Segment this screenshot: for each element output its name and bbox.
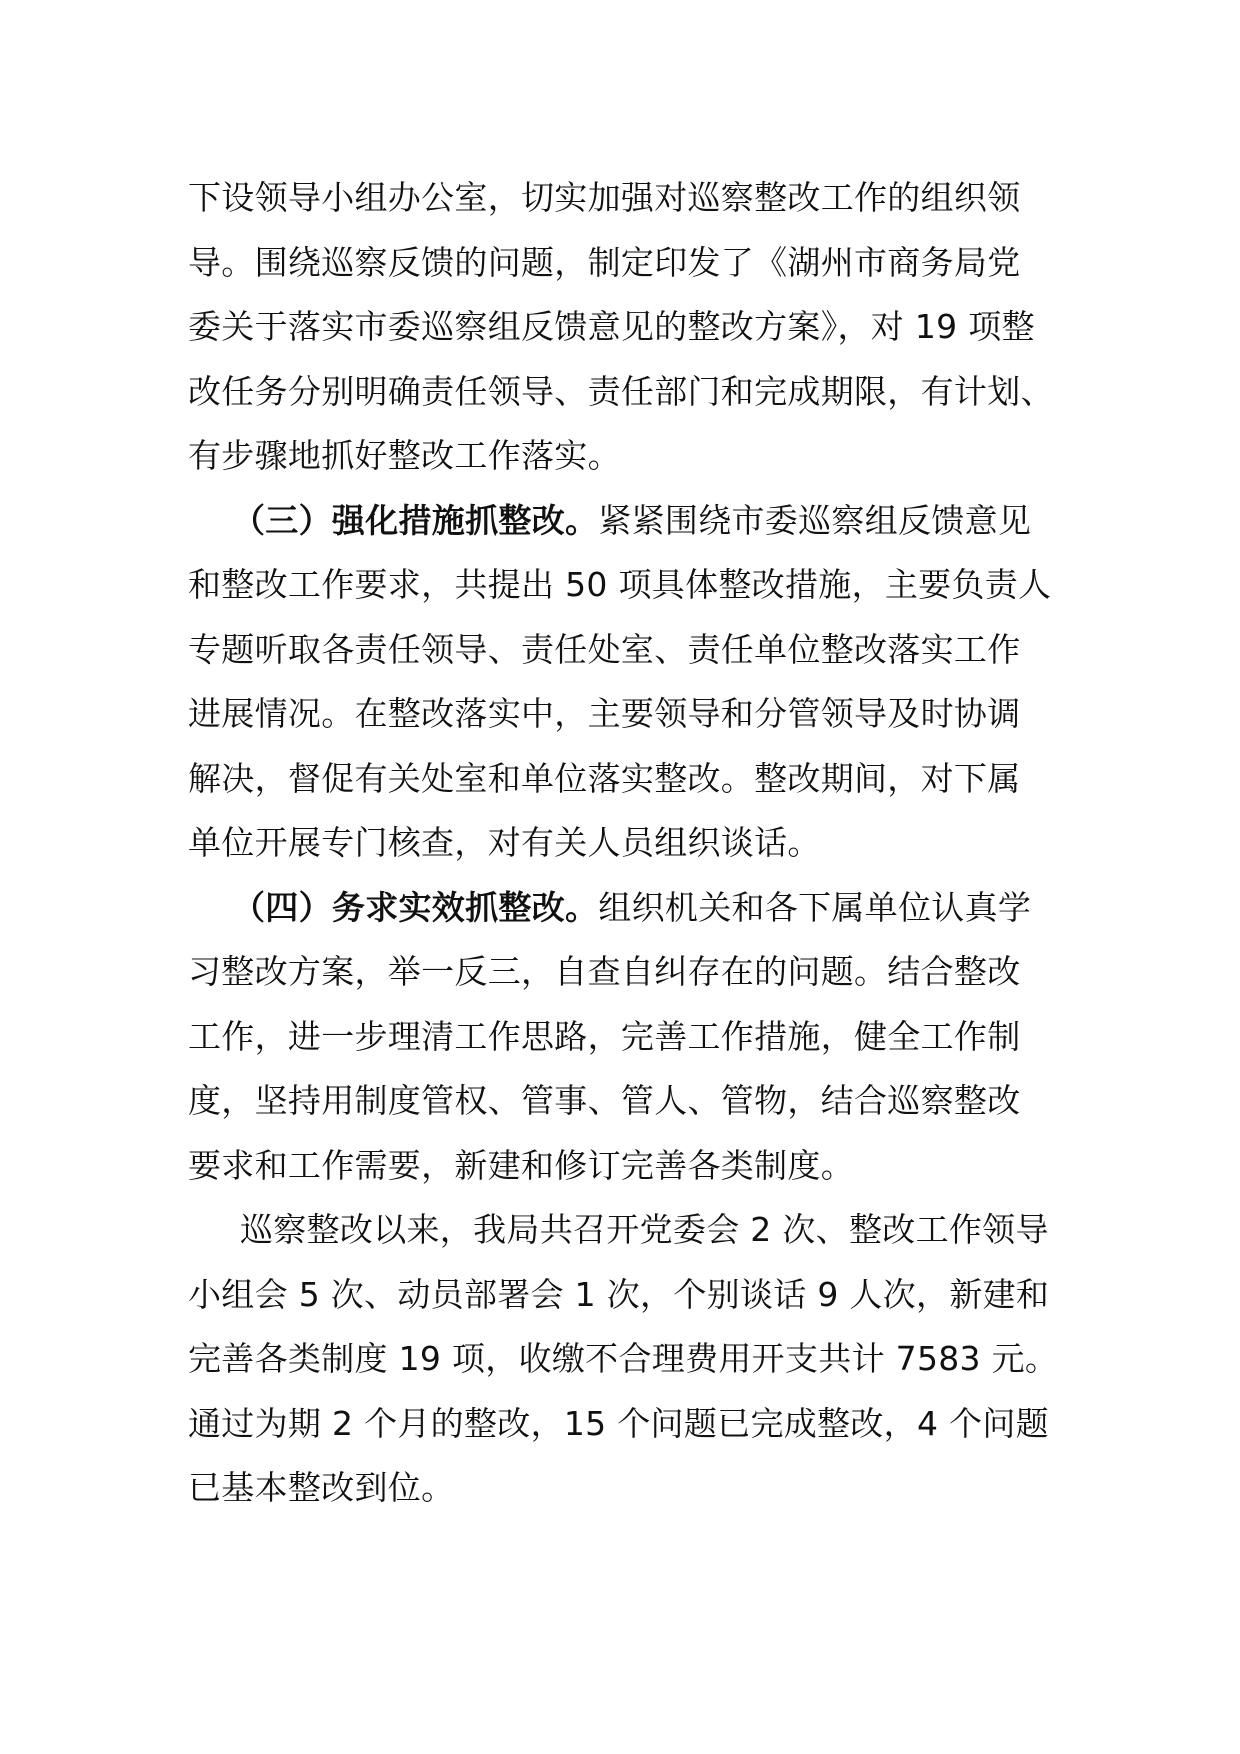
text-line: 度，坚持用制度管权、管事、管人、管物，结合巡察整改 xyxy=(188,1081,1021,1120)
text-line: 解决，督促有关处室和单位落实整改。整改期间，对下属 xyxy=(188,758,1021,798)
text-line: 工作，进一步理清工作思路，完善工作措施，健全工作制 xyxy=(188,1016,1021,1056)
text-line: 单位开展专门核查，对有关人员组织谈话。 xyxy=(188,823,821,862)
section-heading: （四）务求实效抓整改。 xyxy=(232,887,599,927)
text-line: 有步骤地抓好整改工作落实。 xyxy=(188,436,621,475)
text-line: 专题听取各责任领导、责任处室、责任单位整改落实工作 xyxy=(188,629,1021,669)
text-run: 紧紧围绕市委巡察组反馈意见 xyxy=(598,500,1032,540)
text-run: 组织机关和各下属单位认真学 xyxy=(598,887,1032,927)
text-line: 通过为期 2 个月的整改，15 个问题已完成整改，4 个问题 xyxy=(188,1403,1049,1443)
text-line: 要求和工作需要，新建和修订完善各类制度。 xyxy=(188,1145,854,1185)
text-line: 委关于落实市委巡察组反馈意见的整改方案》，对 19 项整 xyxy=(188,307,1035,346)
text-line: 习整改方案，举一反三，自查自纠存在的问题。结合整改 xyxy=(188,952,1021,991)
text-line: 改任务分别明确责任领导、责任部门和完成期限，有计划、 xyxy=(188,371,1054,411)
paragraph-first-line xyxy=(188,489,1056,554)
text-line: 完善各类制度 19 项，收缴不合理费用开支共计 7583 元。 xyxy=(188,1339,1059,1378)
document-body xyxy=(188,166,1059,1521)
paragraph-first-line xyxy=(188,876,1056,941)
text-line: 已基本整改到位。 xyxy=(188,1468,455,1507)
text-line: 下设领导小组办公室，切实加强对巡察整改工作的组织领 xyxy=(188,178,1021,217)
text-line: 小组会 5 次、动员部署会 1 次，个别谈话 9 人次，新建和 xyxy=(188,1274,1050,1314)
text-line: 进展情况。在整改落实中，主要领导和分管领导及时协调 xyxy=(188,694,1021,733)
section-heading: （三）强化措施抓整改。 xyxy=(232,500,599,540)
text-line: 导。围绕巡察反馈的问题，制定印发了《湖州市商务局党 xyxy=(188,242,1021,282)
text-line: 和整改工作要求，共提出 50 项具体整改措施，主要负责人 xyxy=(188,565,1052,604)
paragraph-first-line: 巡察整改以来，我局共召开党委会 2 次、整改工作领导 xyxy=(240,1210,1049,1249)
